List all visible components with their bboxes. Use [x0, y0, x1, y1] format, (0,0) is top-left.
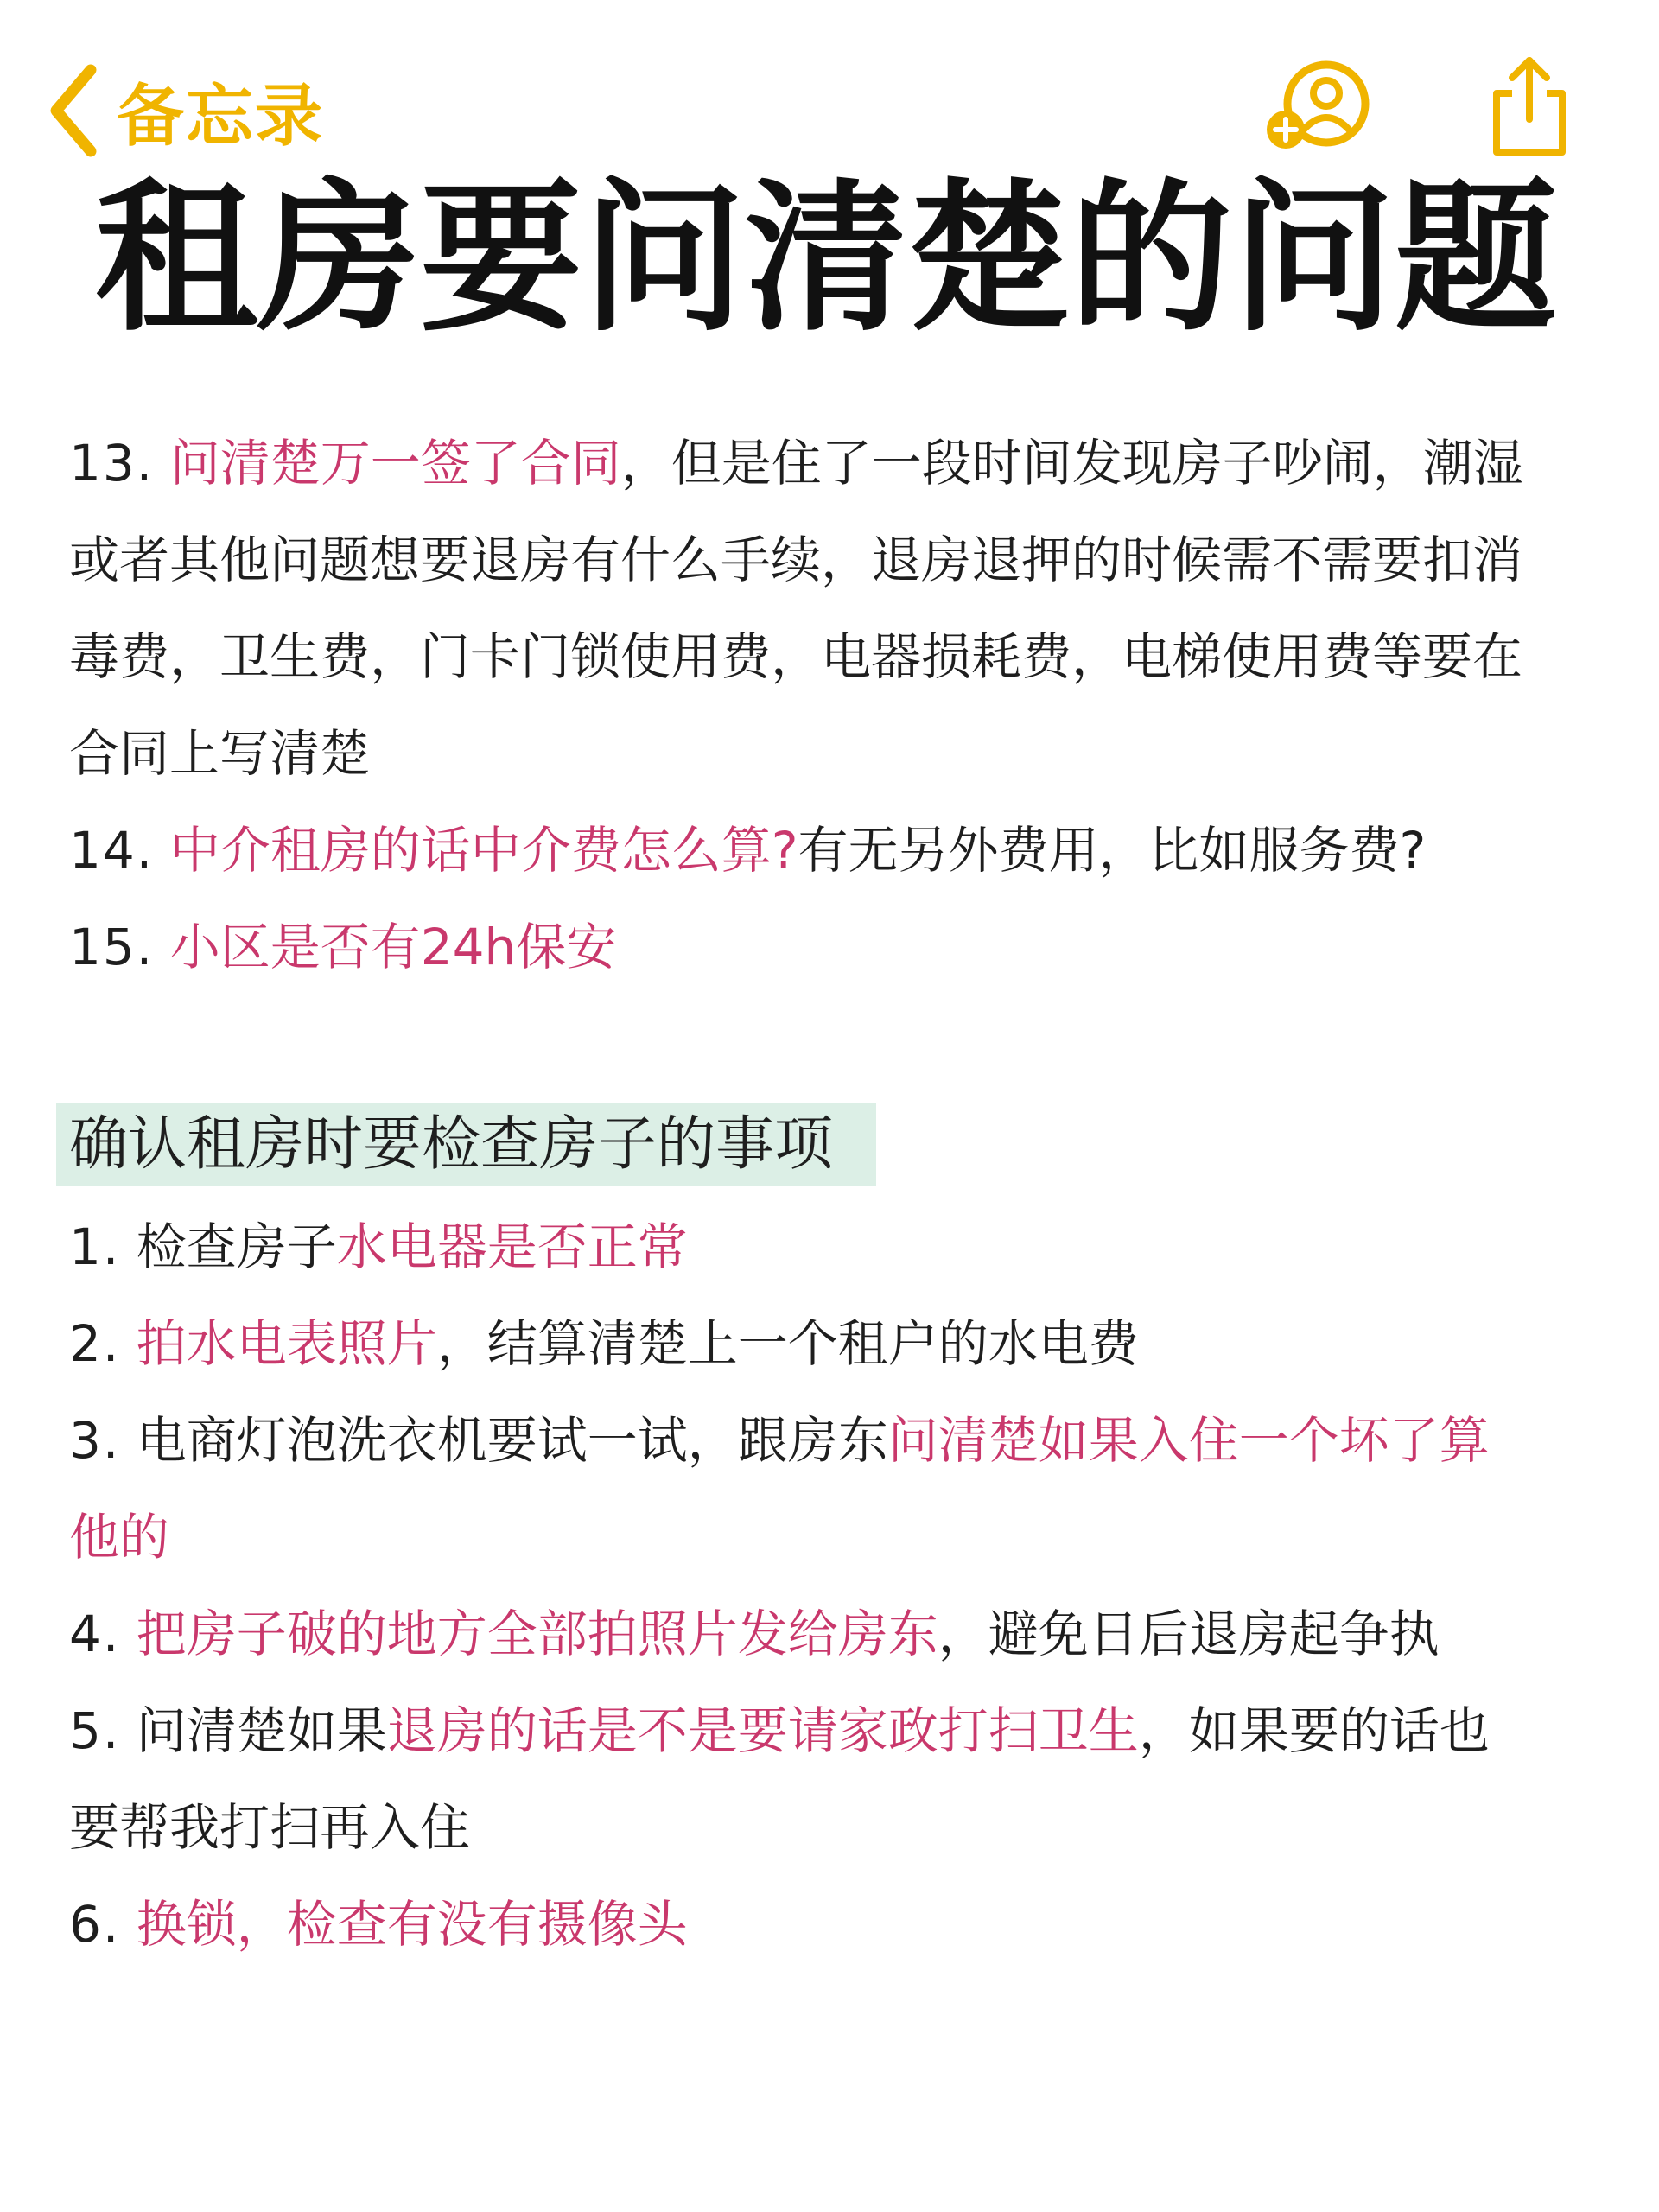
back-button-label: 备忘录 — [117, 78, 325, 156]
blank-line — [69, 995, 1538, 1103]
item-number: 3. — [69, 1411, 121, 1470]
share-with-people-button[interactable] — [1262, 59, 1374, 154]
item-highlight: 水电器是否正常 — [336, 1217, 688, 1276]
item-highlight: 把房子破的地方全部拍照片发给房东 — [136, 1605, 938, 1663]
item-text-pre: 电商灯泡洗衣机要试一试，跟房东 — [136, 1411, 888, 1470]
item-number: 2. — [69, 1314, 121, 1373]
item-number: 14. — [69, 821, 155, 880]
item-highlight: 换锁，检查有没有摄像头 — [136, 1895, 688, 1954]
item-text-post: ，避免日后退房起争执 — [938, 1605, 1440, 1663]
add-person-icon — [1262, 59, 1374, 154]
item-text-pre: 检查房子 — [136, 1217, 337, 1276]
item-number: 5. — [69, 1701, 121, 1760]
item-number: 4. — [69, 1605, 121, 1663]
item-number: 13. — [69, 434, 155, 493]
note-body — [69, 415, 1538, 1973]
item-text-post: ，如果要的话也要帮我打扫再入住 — [69, 1701, 1490, 1857]
item-highlight: 退房的话是不是要请家政打扫卫生 — [386, 1701, 1139, 1760]
item-text: 有无另外费用，比如服务费? — [798, 821, 1427, 880]
check-item-3 — [69, 1392, 1538, 1586]
page-title: 租房要问清楚的问题 — [95, 164, 1557, 353]
check-item-6 — [69, 1876, 1538, 1973]
check-item-5 — [69, 1682, 1538, 1876]
back-button[interactable] — [48, 59, 324, 162]
item-highlight: 中介租房的话中介费怎么算? — [169, 821, 798, 880]
item-highlight: 拍水电表照片 — [136, 1314, 437, 1373]
item-number: 6. — [69, 1895, 121, 1954]
list-item-14 — [69, 802, 1538, 899]
list-item-15 — [69, 899, 1538, 995]
item-highlight: 小区是否有24h保安 — [169, 918, 617, 976]
section-heading: 确认租房时要检查房子的事项 — [56, 1103, 876, 1186]
item-number: 15. — [69, 918, 155, 976]
item-number: 1. — [69, 1217, 121, 1276]
chevron-left-icon — [48, 63, 99, 158]
export-button[interactable] — [1486, 52, 1573, 160]
list-item-13 — [69, 415, 1538, 802]
item-highlight: 问清楚万一签了合同 — [169, 434, 621, 493]
item-text: ，但是住了一段时间发现房子吵闹，潮湿或者其他问题想要退房有什么手续，退房退押的时候需不需要扣消毒费，卫生费，门卡门锁使用费，电器损耗费，电梯使用费等要在合同上写清楚 — [69, 434, 1523, 783]
check-item-4 — [69, 1586, 1538, 1682]
item-text-pre: 问清楚如果 — [136, 1701, 387, 1760]
check-item-1 — [69, 1198, 1538, 1295]
item-text-post: ，结算清楚上一个租户的水电费 — [436, 1314, 1139, 1373]
item-highlight: 问清楚如果入住一个坏了算他的 — [69, 1411, 1490, 1567]
check-item-2 — [69, 1295, 1538, 1392]
share-icon — [1486, 52, 1573, 160]
top-navigation-bar — [0, 0, 1659, 173]
